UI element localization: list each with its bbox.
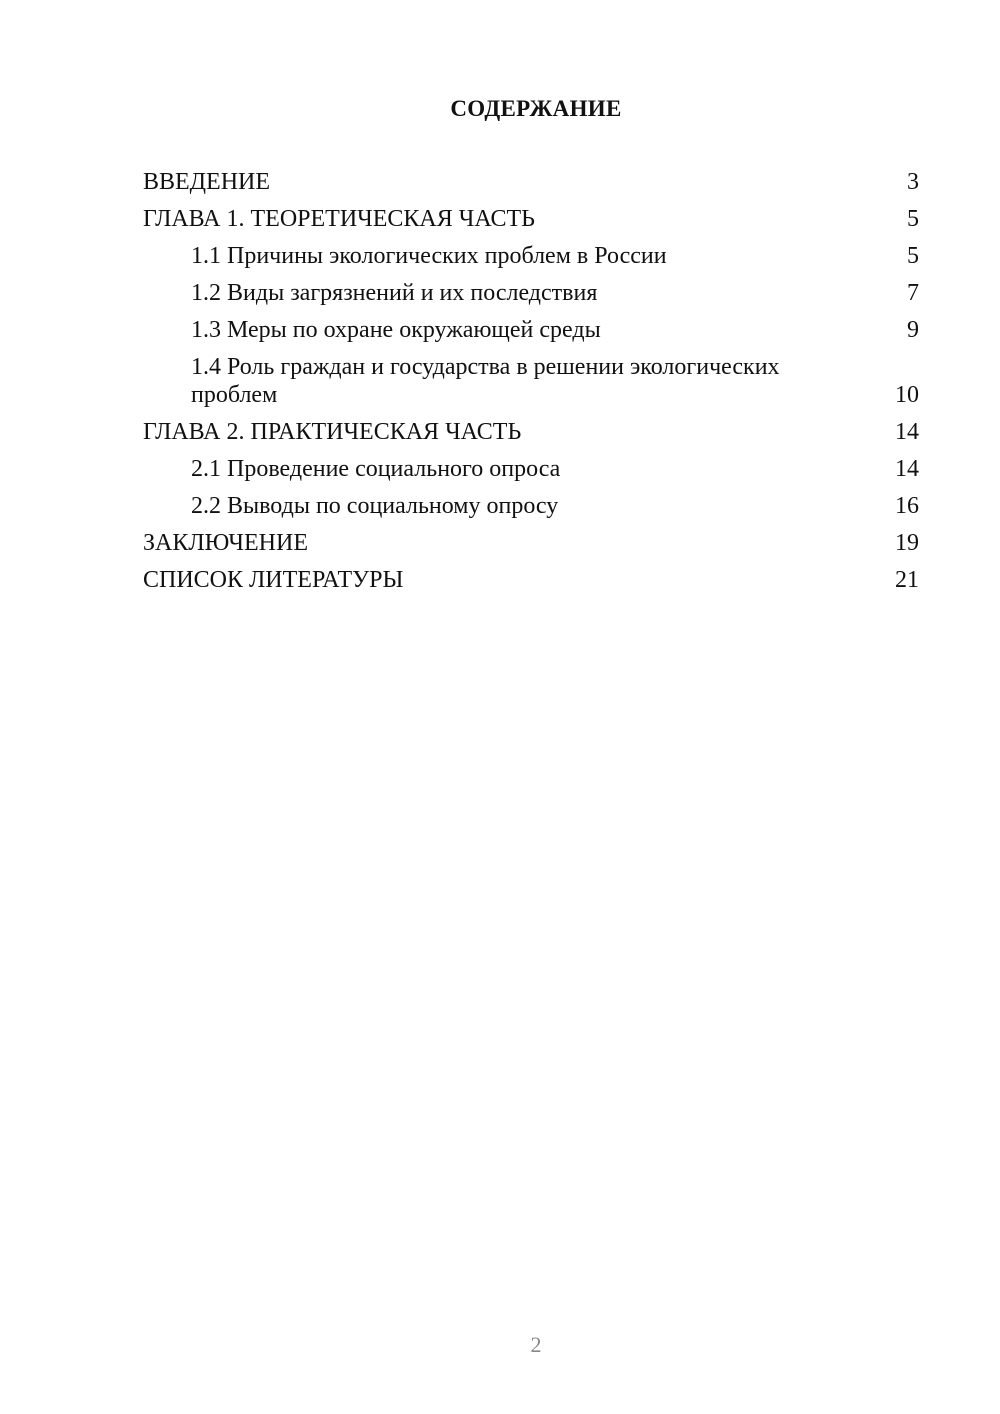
toc-entry-label: 1.2 Виды загрязнений и их последствия: [191, 280, 598, 306]
page-number: 2: [530, 1332, 542, 1357]
toc-entry-page: 5: [907, 206, 919, 232]
toc-entry-label: 1.4 Роль граждан и государства в решении экологических проблем: [191, 354, 780, 408]
toc-entry-section-1-1: [143, 242, 919, 270]
toc-entry-page: 19: [895, 530, 919, 556]
toc-entry-page: 14: [895, 419, 919, 445]
toc-entry-page: 5: [907, 243, 919, 269]
toc-entry-references: [143, 566, 919, 594]
table-of-contents: [143, 168, 919, 603]
toc-entry-page: 16: [895, 493, 919, 519]
toc-entry-label: СПИСОК ЛИТЕРАТУРЫ: [143, 567, 404, 593]
toc-entry-conclusion: [143, 529, 919, 557]
toc-entry-label: ЗАКЛЮЧЕНИЕ: [143, 530, 308, 556]
toc-entry-section-1-3: [143, 316, 919, 344]
toc-entry-page: 9: [907, 317, 919, 343]
toc-entry-page: 7: [907, 280, 919, 306]
toc-entry-label: ГЛАВА 1. ТЕОРЕТИЧЕСКАЯ ЧАСТЬ: [143, 206, 535, 232]
toc-entry-page: 10: [895, 382, 919, 408]
toc-entry-chapter-2: [143, 418, 919, 446]
toc-entry-chapter-1: [143, 205, 919, 233]
toc-entry-section-1-4: [143, 353, 919, 409]
toc-entry-section-2-2: [143, 492, 919, 520]
toc-entry-page: 3: [907, 169, 919, 195]
toc-entry-section-1-2: [143, 279, 919, 307]
toc-entry-section-2-1: [143, 455, 919, 483]
toc-entry-label: 2.2 Выводы по социальному опросу: [191, 493, 559, 519]
toc-entry-label: ВВЕДЕНИЕ: [143, 169, 271, 195]
toc-entry-label: ГЛАВА 2. ПРАКТИЧЕСКАЯ ЧАСТЬ: [143, 419, 522, 445]
toc-entry-label: 2.1 Проведение социального опроса: [191, 456, 561, 482]
toc-entry-introduction: [143, 168, 919, 196]
toc-entry-label: 1.3 Меры по охране окружающей среды: [191, 317, 601, 343]
toc-entry-label: 1.1 Причины экологических проблем в России: [191, 243, 667, 269]
toc-entry-page: 21: [895, 567, 919, 593]
toc-entry-page: 14: [895, 456, 919, 482]
toc-title: СОДЕРЖАНИЕ: [450, 96, 622, 121]
